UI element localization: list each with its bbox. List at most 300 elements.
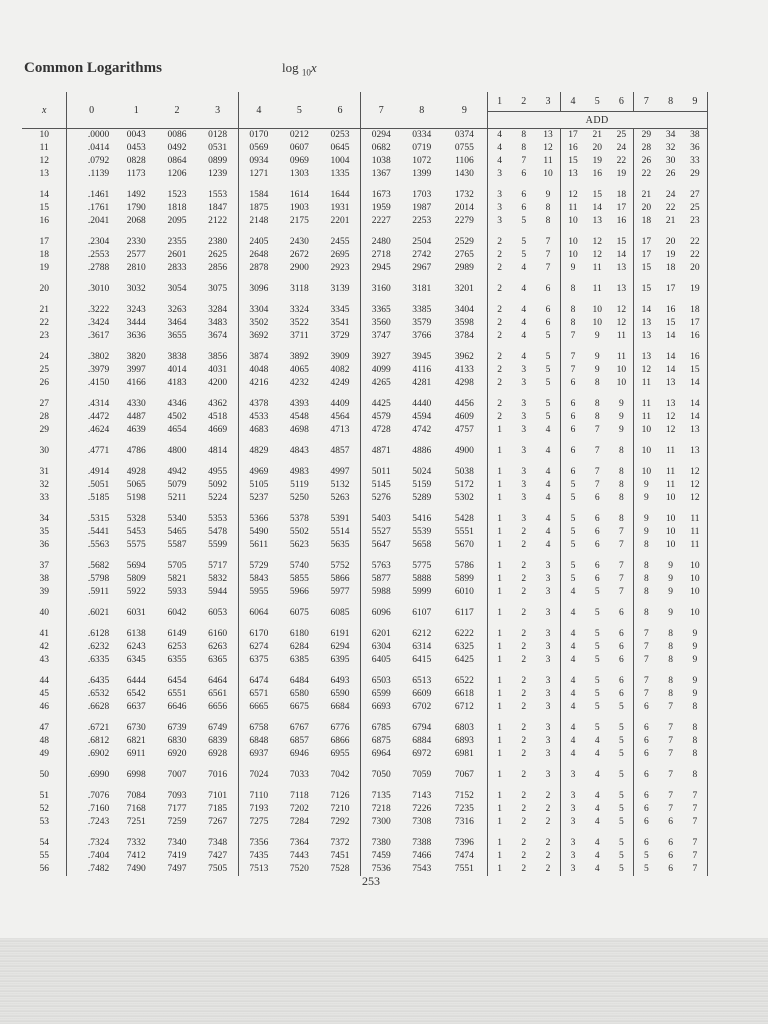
log-value-cell: .4771	[87, 446, 110, 456]
difference-cell: 20	[641, 203, 652, 213]
difference-cell: 5	[594, 587, 600, 597]
log-value-cell: 6551	[167, 689, 187, 699]
difference-cell: 2	[521, 817, 527, 827]
difference-cell: 2	[521, 540, 527, 550]
difference-cell: 11	[536, 155, 560, 168]
row-number: 49	[22, 748, 67, 761]
log-value-cell: 7101	[197, 790, 238, 803]
difference-cell: 12	[568, 190, 578, 200]
log-value-cell: 0719	[412, 143, 432, 153]
difference-cell: 3	[521, 378, 527, 388]
log-value-cell: .7160	[87, 804, 110, 814]
table-row	[22, 748, 708, 761]
difference-cell: 1	[487, 803, 511, 816]
difference-cell: 7	[668, 804, 673, 814]
log-value-cell: 4829	[249, 446, 269, 456]
log-value-cell: 5866	[320, 573, 361, 586]
log-value-cell: 4099	[371, 365, 391, 375]
log-value-cell: 0253	[320, 129, 361, 143]
log-value-cell: 2945	[371, 263, 391, 273]
difference-cell: 5	[570, 561, 576, 571]
log-value-cell: 6212	[412, 629, 432, 639]
log-value-cell: 5763	[371, 561, 391, 571]
difference-cell: 2	[521, 851, 527, 861]
difference-cell: 9	[594, 365, 600, 375]
difference-cell: 3	[487, 215, 511, 228]
row-spacer	[22, 761, 708, 769]
row-spacer	[22, 390, 708, 398]
log-value-cell: 4200	[197, 377, 238, 390]
log-value-cell: 6964	[371, 749, 391, 759]
table-row	[22, 675, 708, 688]
row-number: 33	[22, 492, 67, 505]
diff-header: 7	[634, 92, 658, 112]
difference-cell: 3	[521, 399, 527, 409]
difference-cell: 1	[487, 479, 511, 492]
table-row	[22, 850, 708, 863]
log-value-cell: .6532	[87, 689, 110, 699]
difference-cell: 3	[536, 586, 560, 599]
log-value-cell: 0899	[197, 155, 238, 168]
log-value-cell: 7419	[167, 851, 187, 861]
difference-cell: 1	[487, 424, 511, 437]
log-value-cell: 1703	[412, 190, 432, 200]
log-value-cell: 6803	[442, 722, 487, 735]
difference-cell: 4	[594, 838, 600, 848]
difference-cell: 14	[609, 249, 633, 262]
log-value-cell: 6263	[197, 641, 238, 654]
log-value-cell: 0682	[371, 143, 391, 153]
difference-cell: 1	[487, 526, 511, 539]
log-value-cell: 0864	[167, 156, 187, 166]
log-value-cell: 2227	[371, 216, 391, 226]
table-row	[22, 769, 708, 782]
log-value-cell: 6866	[320, 735, 361, 748]
difference-cell: 25	[609, 129, 633, 143]
difference-cell: 2	[521, 608, 527, 618]
difference-cell: 5	[609, 769, 633, 782]
difference-cell: 10	[568, 250, 578, 260]
table-row	[22, 654, 708, 667]
difference-cell: 20	[592, 143, 602, 153]
difference-cell: 5	[594, 608, 600, 618]
log-value-cell: 6767	[289, 723, 309, 733]
difference-cell: 8	[570, 305, 576, 315]
column-header-x: x	[22, 92, 67, 129]
difference-cell: 8	[609, 513, 633, 526]
difference-cell: 5	[644, 851, 649, 861]
log-value-cell: 6314	[412, 642, 432, 652]
difference-cell: 12	[536, 142, 560, 155]
difference-cell: 5	[594, 642, 600, 652]
difference-cell: 5	[521, 237, 527, 247]
difference-cell: 33	[683, 155, 708, 168]
log-value-cell: 5575	[126, 540, 146, 550]
difference-cell: 15	[641, 263, 652, 273]
log-value-cell: .2553	[87, 250, 110, 260]
difference-cell: 1	[487, 628, 511, 641]
log-value-cell: 1903	[289, 203, 309, 213]
formula-subscript: 10	[301, 67, 311, 78]
difference-cell: 14	[665, 352, 676, 362]
log-value-cell: 4548	[289, 412, 309, 422]
row-spacer	[22, 458, 708, 466]
difference-cell: 5	[609, 701, 633, 714]
difference-cell: 2	[487, 262, 511, 275]
difference-cell: 8	[668, 642, 673, 652]
log-value-cell: 6149	[167, 629, 187, 639]
difference-cell: 6	[644, 804, 649, 814]
log-value-cell: 5611	[249, 540, 269, 550]
difference-cell: 9	[668, 608, 673, 618]
difference-cell: 12	[592, 250, 602, 260]
difference-cell: 1	[487, 748, 511, 761]
log-value-cell: 4579	[371, 412, 391, 422]
difference-cell: 11	[666, 480, 676, 490]
table-row	[22, 304, 708, 317]
difference-cell: 4	[521, 331, 527, 341]
difference-cell: 10	[592, 318, 602, 328]
log-value-cell: .7076	[87, 791, 110, 801]
difference-cell: 2	[521, 864, 527, 874]
log-value-cell: 6513	[412, 676, 432, 686]
log-value-cell: 2068	[126, 216, 146, 226]
difference-cell: 10	[592, 305, 602, 315]
log-value-cell: .1461	[87, 190, 110, 200]
row-number: 52	[22, 803, 67, 816]
difference-cell: 11	[592, 284, 602, 294]
difference-cell: 12	[592, 237, 602, 247]
difference-cell: 6	[644, 817, 649, 827]
log-value-cell: .5441	[87, 527, 110, 537]
difference-cell: 3	[536, 735, 560, 748]
log-value-cell: 2380	[197, 236, 238, 249]
log-value-cell: 5539	[412, 527, 432, 537]
difference-cell: 1	[487, 560, 511, 573]
log-value-cell: 5888	[412, 574, 432, 584]
log-value-cell: 0086	[167, 130, 187, 140]
difference-cell: 5	[536, 351, 560, 364]
difference-cell: 16	[683, 330, 708, 343]
log-value-cell: 5694	[126, 561, 146, 571]
log-value-cell: 7513	[249, 864, 269, 874]
log-value-cell: 3598	[442, 317, 487, 330]
log-value-cell: 4409	[320, 398, 361, 411]
log-value-cell: 4594	[412, 412, 432, 422]
log-value-cell: 4955	[197, 466, 238, 479]
table-row	[22, 586, 708, 599]
table-row	[22, 202, 708, 215]
log-value-cell: 4942	[167, 467, 187, 477]
log-value-cell: 4183	[167, 378, 187, 388]
table-row	[22, 215, 708, 228]
row-spacer	[22, 505, 708, 513]
difference-cell: 5	[536, 364, 560, 377]
difference-cell: 7	[668, 723, 673, 733]
log-value-cell: 7340	[167, 838, 187, 848]
difference-cell: 7	[609, 586, 633, 599]
difference-cell: 9	[609, 424, 633, 437]
log-value-cell: 7042	[320, 769, 361, 782]
difference-cell: 12	[609, 317, 633, 330]
difference-cell: 16	[609, 215, 633, 228]
log-value-cell: 5378	[289, 514, 309, 524]
log-value-cell: 3201	[442, 283, 487, 296]
log-value-cell: .5185	[87, 493, 110, 503]
log-value-cell: 3181	[412, 284, 432, 294]
log-value-cell: 3385	[412, 305, 432, 315]
difference-cell: 1	[487, 735, 511, 748]
difference-cell: 5	[570, 540, 576, 550]
table-row	[22, 398, 708, 411]
log-value-cell: 5670	[442, 539, 487, 552]
log-value-cell: 2253	[412, 216, 432, 226]
log-value-cell: 6160	[197, 628, 238, 641]
column-header-digit: 7	[361, 92, 402, 129]
difference-cell: 7	[536, 262, 560, 275]
row-number: 53	[22, 816, 67, 829]
log-value-cell: 3444	[126, 318, 146, 328]
difference-cell: 13	[609, 262, 633, 275]
diff-header: 9	[683, 92, 708, 112]
difference-cell: 3	[536, 607, 560, 620]
difference-cell: 7	[668, 791, 673, 801]
log-value-cell: 4265	[371, 378, 391, 388]
difference-cell: 4	[594, 804, 600, 814]
difference-cell: 7	[668, 702, 673, 712]
log-value-cell: 3502	[249, 318, 269, 328]
difference-cell: 11	[609, 330, 633, 343]
difference-cell: 4	[594, 749, 600, 759]
row-number: 40	[22, 607, 67, 620]
log-value-cell: 3560	[371, 318, 391, 328]
difference-cell: 14	[683, 411, 708, 424]
row-spacer	[22, 437, 708, 445]
difference-cell: 6	[668, 851, 673, 861]
log-value-cell: 2718	[371, 250, 391, 260]
difference-cell: 32	[665, 143, 676, 153]
difference-cell: 1	[487, 790, 511, 803]
log-value-cell: 6075	[289, 608, 309, 618]
difference-cell: 4	[594, 864, 600, 874]
log-value-cell: 7292	[320, 816, 361, 829]
log-value-cell: 7520	[289, 864, 309, 874]
table-row	[22, 351, 708, 364]
log-value-cell: 1303	[289, 169, 309, 179]
log-value-cell: 4440	[412, 399, 432, 409]
difference-cell: 3	[570, 864, 576, 874]
difference-cell: 4	[594, 770, 600, 780]
log-value-cell: 1173	[126, 169, 146, 179]
log-value-cell: 3655	[167, 331, 187, 341]
row-spacer	[22, 228, 708, 236]
table-row	[22, 424, 708, 437]
log-value-cell: 5132	[320, 479, 361, 492]
log-value-cell: 7259	[167, 817, 187, 827]
difference-cell: 11	[592, 263, 602, 273]
table-row	[22, 142, 708, 155]
log-value-cell: 7152	[442, 790, 487, 803]
log-value-cell: 6375	[249, 655, 269, 665]
log-value-cell: 6618	[442, 688, 487, 701]
log-value-cell: 4928	[126, 467, 146, 477]
difference-cell: 4	[487, 142, 511, 155]
log-value-cell: 5599	[197, 539, 238, 552]
log-value-cell: 6031	[126, 608, 146, 618]
difference-cell: 8	[668, 676, 673, 686]
log-value-cell: 1523	[167, 190, 187, 200]
difference-cell: 6	[609, 641, 633, 654]
log-value-cell: 5955	[249, 587, 269, 597]
log-value-cell: 2765	[442, 249, 487, 262]
log-value-cell: 6284	[289, 642, 309, 652]
difference-cell: 10	[568, 216, 578, 226]
difference-cell: 1	[487, 850, 511, 863]
log-value-cell: 5658	[412, 540, 432, 550]
log-value-cell: 4031	[197, 364, 238, 377]
difference-cell: 13	[609, 283, 633, 296]
diff-header: 3	[536, 92, 560, 112]
log-value-cell: .5911	[88, 587, 110, 597]
table-row	[22, 168, 708, 181]
column-header-digit: 3	[197, 92, 238, 129]
difference-cell: 6	[668, 838, 673, 848]
log-value-cell: 7118	[290, 791, 309, 801]
log-value-cell: 5391	[320, 513, 361, 526]
log-value-cell: 2122	[197, 215, 238, 228]
log-value-cell: 6107	[412, 608, 432, 618]
log-value-cell: 4281	[412, 378, 432, 388]
difference-cell: 1	[487, 586, 511, 599]
log-value-cell: 5453	[126, 527, 146, 537]
log-value-cell: 6243	[126, 642, 146, 652]
log-value-cell: 5899	[442, 573, 487, 586]
log-value-cell: 5966	[289, 587, 309, 597]
log-value-cell: .5682	[87, 561, 110, 571]
log-value-cell: .1761	[87, 203, 110, 213]
row-number: 31	[22, 466, 67, 479]
log-value-cell: .6628	[87, 702, 110, 712]
table-row	[22, 236, 708, 249]
difference-cell: 2	[536, 837, 560, 850]
log-value-cell: 4713	[320, 424, 361, 437]
row-number: 39	[22, 586, 67, 599]
column-header-digit: 8	[401, 92, 442, 129]
difference-cell: 10	[641, 446, 652, 456]
log-value-cell: 4969	[249, 467, 269, 477]
difference-cell: 5	[536, 398, 560, 411]
difference-cell: 21	[641, 190, 652, 200]
log-value-cell: 1553	[197, 189, 238, 202]
difference-cell: 27	[683, 189, 708, 202]
row-number: 10	[22, 129, 67, 143]
difference-cell: 6	[536, 283, 560, 296]
log-value-cell: 6294	[320, 641, 361, 654]
difference-cell: 17	[665, 284, 676, 294]
difference-cell: 2	[487, 377, 511, 390]
row-spacer	[22, 343, 708, 351]
log-value-cell: 7396	[442, 837, 487, 850]
log-value-cell: 0212	[289, 130, 309, 140]
log-value-cell: 3892	[289, 352, 309, 362]
row-number: 21	[22, 304, 67, 317]
log-value-cell: 4886	[412, 446, 432, 456]
log-value-cell: 3766	[412, 331, 432, 341]
log-value-cell: 3856	[197, 351, 238, 364]
log-value-cell: .4472	[87, 412, 110, 422]
difference-cell: 8	[521, 143, 527, 153]
log-value-cell: 5855	[289, 574, 309, 584]
log-value-cell: 0934	[249, 156, 269, 166]
row-number: 35	[22, 526, 67, 539]
difference-cell: 13	[592, 216, 602, 226]
difference-cell: 25	[683, 202, 708, 215]
log-value-cell: 5366	[249, 514, 269, 524]
difference-cell: 23	[683, 215, 708, 228]
difference-cell: 5	[609, 735, 633, 748]
log-value-cell: 7267	[197, 816, 238, 829]
difference-cell: 7	[594, 425, 600, 435]
difference-cell: 8	[683, 722, 708, 735]
log-value-cell: 7388	[412, 838, 432, 848]
row-spacer	[22, 620, 708, 628]
difference-cell: 22	[641, 169, 652, 179]
difference-cell: 11	[683, 513, 708, 526]
difference-cell: 7	[644, 655, 649, 665]
log-value-cell: 1614	[289, 190, 309, 200]
difference-cell: 3	[570, 838, 576, 848]
difference-cell: 14	[641, 305, 652, 315]
difference-cell: 2	[487, 351, 511, 364]
row-spacer	[22, 296, 708, 304]
difference-cell: 17	[609, 202, 633, 215]
difference-cell: 8	[594, 412, 600, 422]
log-value-cell: 6425	[442, 654, 487, 667]
difference-cell: 1	[487, 863, 511, 876]
log-value-cell: 7185	[197, 803, 238, 816]
row-number: 11	[22, 142, 67, 155]
difference-cell: 7	[609, 539, 633, 552]
log-value-cell: 7427	[197, 850, 238, 863]
log-value-cell: 5145	[371, 480, 391, 490]
log-value-cell: 5172	[442, 479, 487, 492]
log-value-cell: 7059	[412, 770, 432, 780]
log-value-cell: 4871	[371, 446, 391, 456]
row-number: 42	[22, 641, 67, 654]
row-number: 46	[22, 701, 67, 714]
table-row	[22, 479, 708, 492]
log-value-cell: 5403	[371, 514, 391, 524]
log-value-cell: 3096	[249, 284, 269, 294]
log-value-cell: 1004	[320, 155, 361, 168]
log-value-cell: 6848	[249, 736, 269, 746]
difference-cell: 3	[570, 817, 576, 827]
difference-cell: 3	[570, 791, 576, 801]
log-value-cell: .5563	[87, 540, 110, 550]
difference-cell: 6	[644, 770, 649, 780]
difference-cell: 16	[683, 351, 708, 364]
log-value-cell: .3222	[87, 305, 110, 315]
log-value-cell: 6096	[371, 608, 391, 618]
log-value-cell: 6702	[412, 702, 432, 712]
difference-cell: 3	[570, 804, 576, 814]
log-value-cell: 4393	[289, 399, 309, 409]
log-value-cell: 6484	[289, 676, 309, 686]
difference-cell: 5	[609, 816, 633, 829]
difference-cell: 4	[594, 817, 600, 827]
row-number: 23	[22, 330, 67, 343]
log-value-cell: 7210	[320, 803, 361, 816]
